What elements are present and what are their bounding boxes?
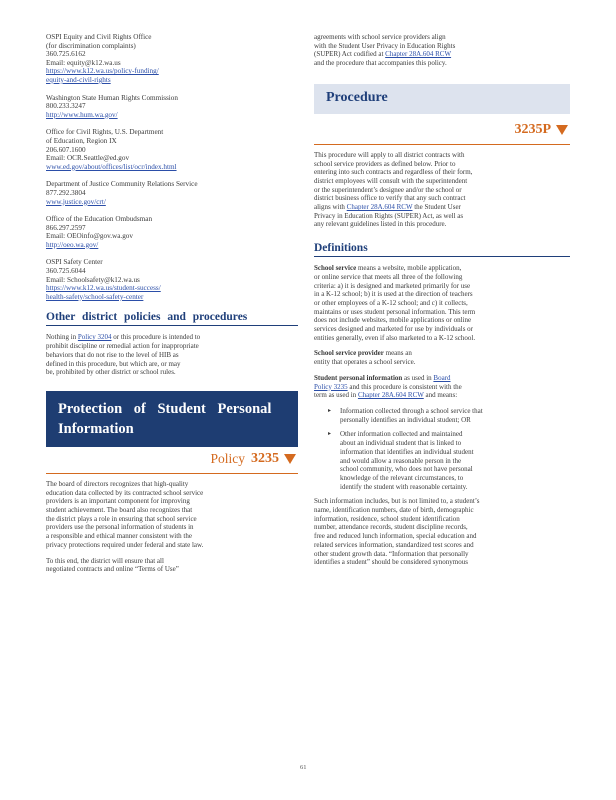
text-fragment: or this procedure is intended to <box>111 333 201 342</box>
text-fragment: means an <box>383 349 412 358</box>
procedure-code: 3235P <box>514 121 551 137</box>
contact-line: Email: OCR.Seattle@ed.gov <box>46 154 130 163</box>
text-line: knowledge of the relevant circumstances, to <box>340 473 464 482</box>
other-policies-section <box>46 310 298 377</box>
triangle-down-icon <box>556 125 568 135</box>
orange-rule <box>314 144 570 145</box>
term-student-personal-information: Student personal information <box>314 373 403 382</box>
left-column <box>46 33 298 574</box>
text-fragment: and this procedure is consistent with the <box>347 382 462 391</box>
text-fragment: the Student User <box>412 203 461 212</box>
text-line: providers is an important component for improving <box>46 497 190 506</box>
board-policy-link[interactable]: Board <box>433 373 451 382</box>
provider-definition <box>314 349 570 366</box>
text-line: Privacy in Education Rights (SUPER) Act, as well as <box>314 211 464 220</box>
contact-block <box>46 215 298 249</box>
contact-line: Washington State Human Rights Commission <box>46 93 178 102</box>
text-line: the district plays a role in ensuring that school service <box>46 514 197 523</box>
text-line: entities generally, even if also marketed to a K-12 school. <box>314 333 476 342</box>
page-number: 61 <box>300 764 307 771</box>
protection-paragraph-2 <box>46 557 298 574</box>
text-line: negotiated contracts and online “Terms of Use” <box>46 565 179 574</box>
bullet-icon: ▸ <box>328 431 332 438</box>
text-fragment: Nothing in <box>46 333 78 342</box>
definitions-heading: Definitions <box>314 242 368 255</box>
text-fragment: term as used in <box>314 391 358 400</box>
text-line: and would allow a reasonable person in the <box>340 456 462 465</box>
term-school-service: School service <box>314 264 357 273</box>
list-item <box>328 407 570 424</box>
other-policies-heading: Other district policies and procedures <box>46 311 248 324</box>
contact-link[interactable]: www.ed.gov/about/offices/list/ocr/index.html <box>46 162 177 171</box>
procedure-title: Procedure <box>326 89 388 105</box>
policy-3235-link[interactable]: Policy 3235 <box>314 382 348 391</box>
triangle-down-icon <box>284 454 296 464</box>
text-fragment: as used in <box>402 373 434 382</box>
policy-3235-label <box>46 447 298 471</box>
protection-paragraph-1 <box>46 480 298 550</box>
protection-title-line2: Information <box>58 420 134 437</box>
text-line: services designed and marketed for use by individuals or <box>314 325 474 334</box>
contact-line: Email: equity@k12.wa.us <box>46 58 121 67</box>
policy-3204-link[interactable]: Policy 3204 <box>77 333 112 342</box>
contact-link[interactable]: health-safety/school-safety-center <box>46 292 144 301</box>
text-line: or other employees of a K-12 school; and c) it collects, <box>314 298 468 307</box>
protection-title-line1: Protection of Student Personal <box>58 400 272 417</box>
closing-paragraph <box>314 497 570 567</box>
contact-line: 206.607.1600 <box>46 145 86 154</box>
text-line: a responsible and ethical manner consistent with the <box>46 532 192 541</box>
text-line: Information collected through a school service that <box>340 406 483 415</box>
policy-continuation <box>314 33 570 68</box>
heading-rule <box>314 256 570 257</box>
contact-link[interactable]: equity-and-civil-rights <box>46 75 111 84</box>
procedure-banner <box>314 84 570 114</box>
school-service-definition <box>314 264 570 342</box>
chapter-28a604-link[interactable]: Chapter 28A.604 RCW <box>385 50 452 59</box>
text-line: or the superintendent’s designee and/or the school or <box>314 185 462 194</box>
contact-line: of Education, Region IX <box>46 136 117 145</box>
text-line: The board of directors recognizes that high-quality <box>46 479 189 488</box>
text-line: be, prohibited by other district or school rules. <box>46 368 176 377</box>
text-line: Other information collected and maintained <box>340 430 463 439</box>
text-line: with the Student User Privacy in Education Rights <box>314 41 456 50</box>
contact-block <box>46 258 298 301</box>
text-line: To this end, the district will ensure that all <box>46 556 164 565</box>
contact-line: 360.725.6044 <box>46 267 86 276</box>
text-line: district business office to verify that any such contract <box>314 194 466 203</box>
text-line: related services information, standardized test scores and <box>314 540 474 549</box>
text-line: identifies a student” should be considered synonymous <box>314 558 468 567</box>
contact-line: Office for Civil Rights, U.S. Department <box>46 128 164 137</box>
text-line: personally identifies an individual student; OR <box>340 415 471 424</box>
contact-link[interactable]: www.justice.gov/crt/ <box>46 197 106 206</box>
text-line: free and reduced lunch information, special education and <box>314 532 477 541</box>
text-line: identify the student with reasonable certainty. <box>340 482 468 491</box>
spi-definition <box>314 374 570 400</box>
text-line: defined in this procedure, but which are, or may <box>46 359 181 368</box>
chapter-28a604-link[interactable]: Chapter 28A.604 RCW <box>346 203 413 212</box>
text-line: entity that operates a school service. <box>314 358 416 367</box>
contact-block <box>46 180 298 206</box>
text-line: district employees will consult with the superintendent <box>314 176 468 185</box>
contact-line: OSPI Equity and Civil Rights Office <box>46 33 152 41</box>
protection-banner <box>46 391 298 447</box>
text-line: behaviors that do not rise to the level of HIB as <box>46 350 179 359</box>
text-fragment: means a website, mobile application, <box>356 264 462 273</box>
contact-line: Office of the Education Ombudsman <box>46 215 153 224</box>
policy-word: Policy <box>210 450 245 466</box>
contact-line: 866.297.2597 <box>46 223 86 232</box>
text-line: information that identifies an individual student <box>340 447 474 456</box>
text-line: education data collected by its contracted school service <box>46 488 204 497</box>
chapter-28a604-link[interactable]: Chapter 28A.604 RCW <box>357 391 424 400</box>
contact-line: 800.233.3247 <box>46 102 86 111</box>
contact-link[interactable]: https://www.k12.wa.us/student-success/ <box>46 284 161 293</box>
orange-rule <box>46 473 298 474</box>
policy-number: 3235 <box>251 450 279 466</box>
contact-line: (for discrimination complaints) <box>46 41 136 50</box>
text-line: any relevant guidelines listed in this procedure. <box>314 220 447 229</box>
text-line: entering into such contracts and regardless of their form, <box>314 168 473 177</box>
text-fragment: (SUPER) Act codified at <box>314 50 386 59</box>
text-fragment: and means: <box>423 391 458 400</box>
contact-link[interactable]: http://oeo.wa.gov/ <box>46 240 99 249</box>
procedure-3235p-label <box>314 118 570 142</box>
text-line: does not include websites, mobile applications or online <box>314 316 472 325</box>
text-line: or online service that meets all three of the following <box>314 272 463 281</box>
text-line: Such information includes, but is not limited to, a student’s <box>314 497 480 506</box>
contact-line: 877.292.3804 <box>46 188 86 197</box>
procedure-paragraph <box>314 151 570 229</box>
list-item <box>328 430 570 491</box>
contact-line: Department of Justice Community Relations Service <box>46 180 198 189</box>
contact-link[interactable]: http://www.hum.wa.gov/ <box>46 110 118 119</box>
text-line: number, attendance records, student discipline records, <box>314 523 468 532</box>
other-policies-paragraph <box>46 333 298 377</box>
text-line: school community, who does not have personal <box>340 465 473 474</box>
contact-line: 360.725.6162 <box>46 50 86 59</box>
text-line: This procedure will apply to all district contracts with <box>314 150 465 159</box>
contact-block <box>46 33 298 85</box>
text-line: prohibit discipline or remedial action for inappropriate <box>46 342 199 351</box>
text-line: school service providers as defined below. Prior to <box>314 159 456 168</box>
contact-line: OSPI Safety Center <box>46 258 103 267</box>
text-line: criteria: a) it is designed and marketed primarily for use <box>314 281 471 290</box>
bullet-icon: ▸ <box>328 407 332 414</box>
contact-link[interactable]: https://www.k12.wa.us/policy-funding/ <box>46 67 159 76</box>
contact-block <box>46 94 298 120</box>
text-line: about an individual student that is linked to <box>340 439 462 448</box>
contact-block <box>46 128 298 171</box>
text-line: providers use the personal information of students in <box>46 523 194 532</box>
text-fragment: aligns with <box>314 203 347 212</box>
text-line: privacy protections required under federal and state law. <box>46 540 204 549</box>
right-column <box>314 33 570 567</box>
contact-line: Email: OEOinfo@gov.wa.gov <box>46 232 133 241</box>
text-line: other student growth data. “Information that personally <box>314 549 469 558</box>
contact-list <box>46 33 298 301</box>
contact-line: Email: Schoolsafety@k12.wa.us <box>46 275 140 284</box>
text-line: name, identification numbers, date of birth, demographic <box>314 506 474 515</box>
term-school-service-provider: School service provider <box>314 349 384 358</box>
text-line: information, residence, school student identification <box>314 514 460 523</box>
text-line: maintains or uses student personal information. This term <box>314 307 476 316</box>
heading-rule <box>46 325 298 326</box>
text-line: and the procedure that accompanies this policy. <box>314 59 447 68</box>
text-line: student achievement. The board also recognizes that <box>46 506 193 515</box>
text-line: in a K-12 school; b) it is used at the direction of teachers <box>314 290 473 299</box>
text-line: agreements with school service providers align <box>314 33 446 41</box>
